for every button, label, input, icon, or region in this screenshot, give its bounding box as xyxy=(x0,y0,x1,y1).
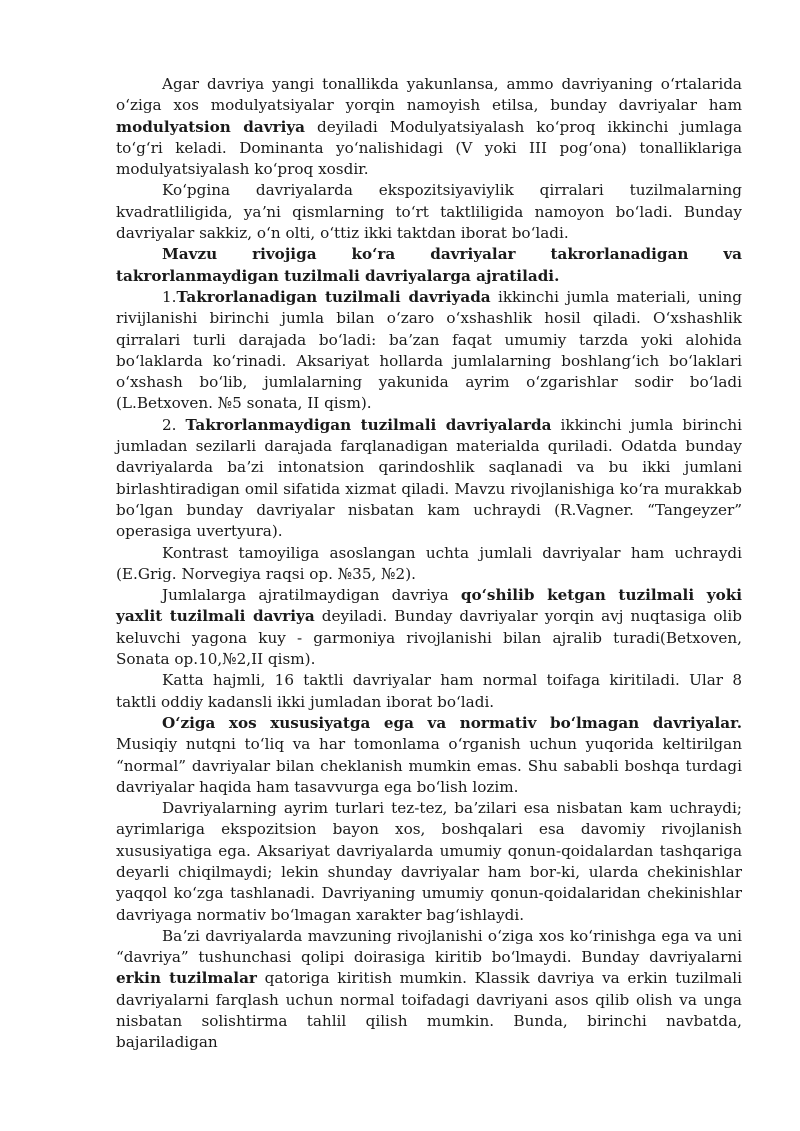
section-heading xyxy=(116,244,742,287)
text-segment: deyiladi. Bunday davriyalar yorqin avj nuqtasiga olib keluvchi yagona kuy - garmoniya rivojlanishi bilan ajralib turadi(Betxoven, Sonata op.10,№2,II qism). xyxy=(116,607,742,669)
paragraph-merged-structure xyxy=(116,585,742,670)
paragraph-exposition xyxy=(116,180,742,244)
paragraph-period-types xyxy=(116,798,742,926)
bold-term-qoshilib-ketgan: qoʻshilib ketgan tuzilmali yoki yaxlit tuzilmali davriya xyxy=(116,586,742,626)
paragraph-large-periods xyxy=(116,670,742,713)
bold-term-erkin-tuzilmalar: erkin tuzilmalar xyxy=(116,969,257,988)
text-segment: Jumlalarga ajratilmaydigan davriya xyxy=(162,586,461,605)
text-segment: Koʻpgina davriyalarda ekspozitsiyaviylik qirralari tuzilmalarning kvadratliligida, yaʼni qismlarning toʻrt taktliligida namoyon boʻladi. Bunday davriyalar sakkiz, oʻn olti, oʻttiz ikki taktdan iborat boʻladi. xyxy=(116,181,742,243)
text-segment: Davriyalarning ayrim turlari tez-tez, baʼzilari esa nisbatan kam uchraydi; ayrimlariga ekspozitsion bayon xos, boshqalari esa davomiy rivojlanish xususiyatiga ega. Aksariyat davriyalarda umumiy qonun-qoidalardan tashqariga deyarli chiqilmaydi; lekin shunday davriyalar ham bor-ki, ularda chekinishlar yaqqol koʻzga tashlanadi. Davriyaning umumiy qonun-qoidalaridan chekinishlar davriyaga normativ boʻlmagan xarakter bagʻishlaydi. xyxy=(116,799,742,924)
text-segment: ikkinchi jumla materiali, uning rivijlanishi birinchi jumla bilan oʻzaro oʻxshashlik hosil qiladi. Oʻxshashlik qirralari turli darajada boʻladi: baʼzan faqat umumiy tarzda yoki alohida boʻlaklarda koʻrinadi. Aksariyat hollarda jumlalarning boshlangʻich boʻlaklari oʻxshash boʻlib, jumlalarning yakunida ayrim oʻzgarishlar sodir boʻladi (L.Betxoven. №5 sonata, II qism). xyxy=(116,287,742,413)
paragraph-modulation xyxy=(116,74,742,180)
paragraph-non-normative xyxy=(116,713,742,798)
text-segment: Baʼzi davriyalarda mavzuning rivojlanishi oʻziga xos koʻrinishga ega va uni “davriya” tushunchasi qolipi doirasiga kiritib boʻlmaydi. Bunday davriyalarni xyxy=(116,926,742,967)
bold-term-takrorlanmaydigan: Takrorlanmaydigan tuzilmali davriyalarda xyxy=(185,415,552,434)
text-segment: Agar davriya yangi tonallikda yakunlansa, ammo davriyaning oʻrtalarida oʻziga xos modulyatsiyalar yorqin namoyish etilsa, bunday davriyalar ham xyxy=(116,75,742,115)
list-number: 1. xyxy=(162,287,177,306)
text-segment: deyiladi Modulyatsiyalash koʻproq ikkinchi jumlaga toʻgʻri keladi. Dominanta yoʻnalishidagi (V yoki III pogʻona) tonalliklariga modulyatsiyalash koʻproq xosdir. xyxy=(116,117,742,179)
bold-term-modulyatsion-davriya: modulyatsion davriya xyxy=(116,117,306,136)
paragraph-repeating-structure xyxy=(116,287,742,415)
text-segment: Katta hajmli, 16 taktli davriyalar ham normal toifaga kiritiladi. Ular 8 taktli oddiy kadansli ikki jumladan iborat boʻladi. xyxy=(116,671,742,711)
paragraph-non-repeating-structure xyxy=(116,415,742,543)
text-segment: Musiqiy nutqni toʻliq va har tomonlama oʻrganish uchun yuqorida keltirilgan “normal” davriyalar bilan cheklanish mumkin emas. Shu sababli boshqa turdagi davriyalar haqida ham tasavvurga ega boʻlish lozim. xyxy=(116,735,742,796)
paragraph-contrast xyxy=(116,543,742,586)
document-page xyxy=(116,74,742,1054)
paragraph-free-structures xyxy=(116,926,742,1054)
text-segment: Kontrast tamoyiliga asoslangan uchta jumlali davriyalar ham uchraydi (E.Grig. Norvegiya raqsi op. №35, №2). xyxy=(116,543,742,583)
bold-term-takrorlanadigan: Takrorlanadigan tuzilmali davriyada xyxy=(176,287,491,306)
text-segment: qatoriga kiritish mumkin. Klassik davriya va erkin tuzilmali davriyalarni farqlash uchun normal toifadagi davriyani asos qilib olish va unga nisbatan solishtirma tahlil qilish mumkin. Bunda, birinchi navbatda, bajariladigan xyxy=(116,969,742,1052)
bold-term-non-normative: Oʻziga xos xususiyatga ega va normativ boʻlmagan davriyalar. xyxy=(162,713,742,732)
text-segment: ikkinchi jumla birinchi jumladan sezilarli darajada farqlanadigan materialda quriladi. Odatda bunday davriyalarda baʼzi intonatsion qarindoshlik saqlanadi va bu ikki jumlani birlashtiradigan omil sifatida xizmat qiladi. Mavzu rivojlanishiga koʻra murakkab boʻlgan bunday davriyalar nisbatan kam uchraydi (R.Vagner. “Tangeyzer” operasiga uvertyura). xyxy=(116,415,742,541)
list-number: 2. xyxy=(162,415,186,434)
heading-text: Mavzu rivojiga koʻra davriyalar takrorlanadigan va takrorlanmaydigan tuzilmali davriyalarga ajratiladi. xyxy=(116,245,742,285)
